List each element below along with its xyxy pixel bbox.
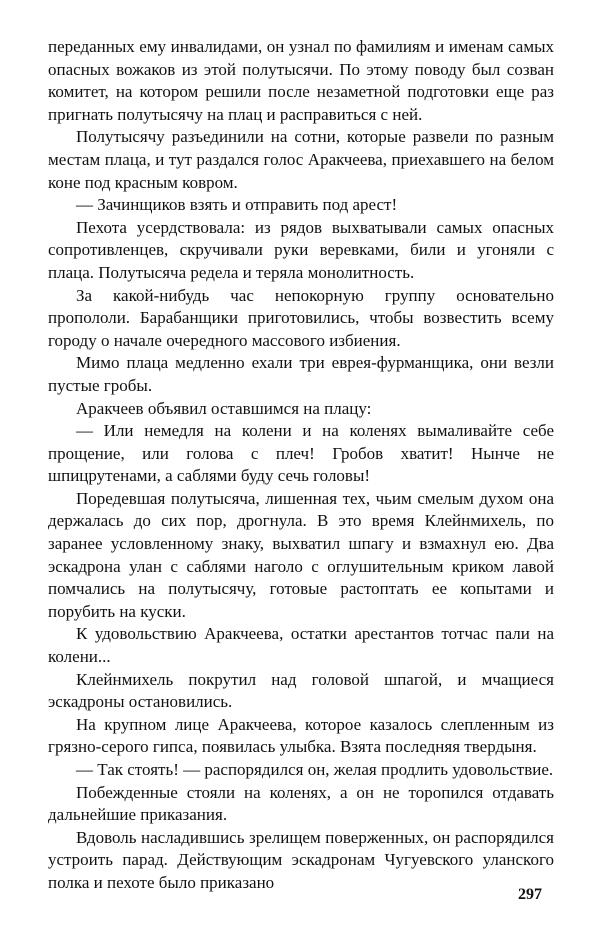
page-text [48,36,554,895]
paragraph-2: Полутысячу разъединили на сотни, которые развели по разным местам плаца, и тут раздался голос Аракчеева, приехавшего на белом коне под красным ковром. [48,127,554,192]
paragraph-4: Пехота усердствовала: из рядов выхватывали самых опасных сопротивленцев, скручивали руки веревками, били и угоняли с плаца. Полутысяча редела и теряла монолитность. [48,217,554,282]
paragraph-13: — Так стоять! — распорядился он, желая продлить удовольствие. [76,760,554,779]
paragraph-1: переданных ему инвалидами, он узнал по фамилиям и именам самых опасных вожаков из этой полутысячи. По этому поводу был созван комитет, на котором решили после незаметной подготовки еще раз пригнать полутысячу на плац и расправиться с ней. [48,37,554,124]
paragraph-11: Клейнмихель покрутил над головой шпагой, и мчащиеся эскадроны остановились. [48,669,554,712]
paragraph-3: — Зачинщиков взять и отправить под арест! [76,195,398,215]
page-number: 297 [518,886,542,903]
paragraph-5: За какой-нибудь час непокорную группу основательно пропололи. Барабанщики приготовились, чтобы возвестить всему городу о начале очередного массового избиения. [48,285,554,350]
paragraph-10: К удовольствию Аракчеева, остатки арестантов тотчас пали на колени... [48,624,554,667]
paragraph-15: Вдоволь насладившись зрелищем поверженных, он распорядился устроить парад. Действующим эскадронам Чугуевского уланского полка и пехоте было приказано [48,827,554,892]
paragraph-12: На крупном лице Аракчеева, которое казалось слепленным из грязно-серого гипса, появилась улыбка. Взята последняя твердыня. [48,714,554,757]
paragraph-8: — Или немедля на колени и на коленях вымаливайте себе прощение, или голова с плеч! Гробов хватит! Нынче не шпицрутенами, а саблями буду сечь головы! [48,421,554,486]
paragraph-14: Побежденные стояли на коленях, а он не торопился отдавать дальнейшие приказания. [48,782,554,825]
paragraph-6: Мимо плаца медленно ехали три еврея-фурманщика, они везли пустые гробы. [48,353,554,395]
paragraph-9: Поредевшая полутысяча, лишенная тех, чьим смелым духом она держалась до сих пор, дрогнула. В это время Клейнмихель, по заранее условленному знаку, выхватил шпагу и взмахнул ею. Два эскадрона улан с саблями наголо с оглушительным криком лавой помчались на полутысячу, готовые растоптать ее копытами и порубить на куски. [48,488,554,621]
paragraph-7: Аракчеев объявил оставшимся на плацу: [76,398,372,418]
